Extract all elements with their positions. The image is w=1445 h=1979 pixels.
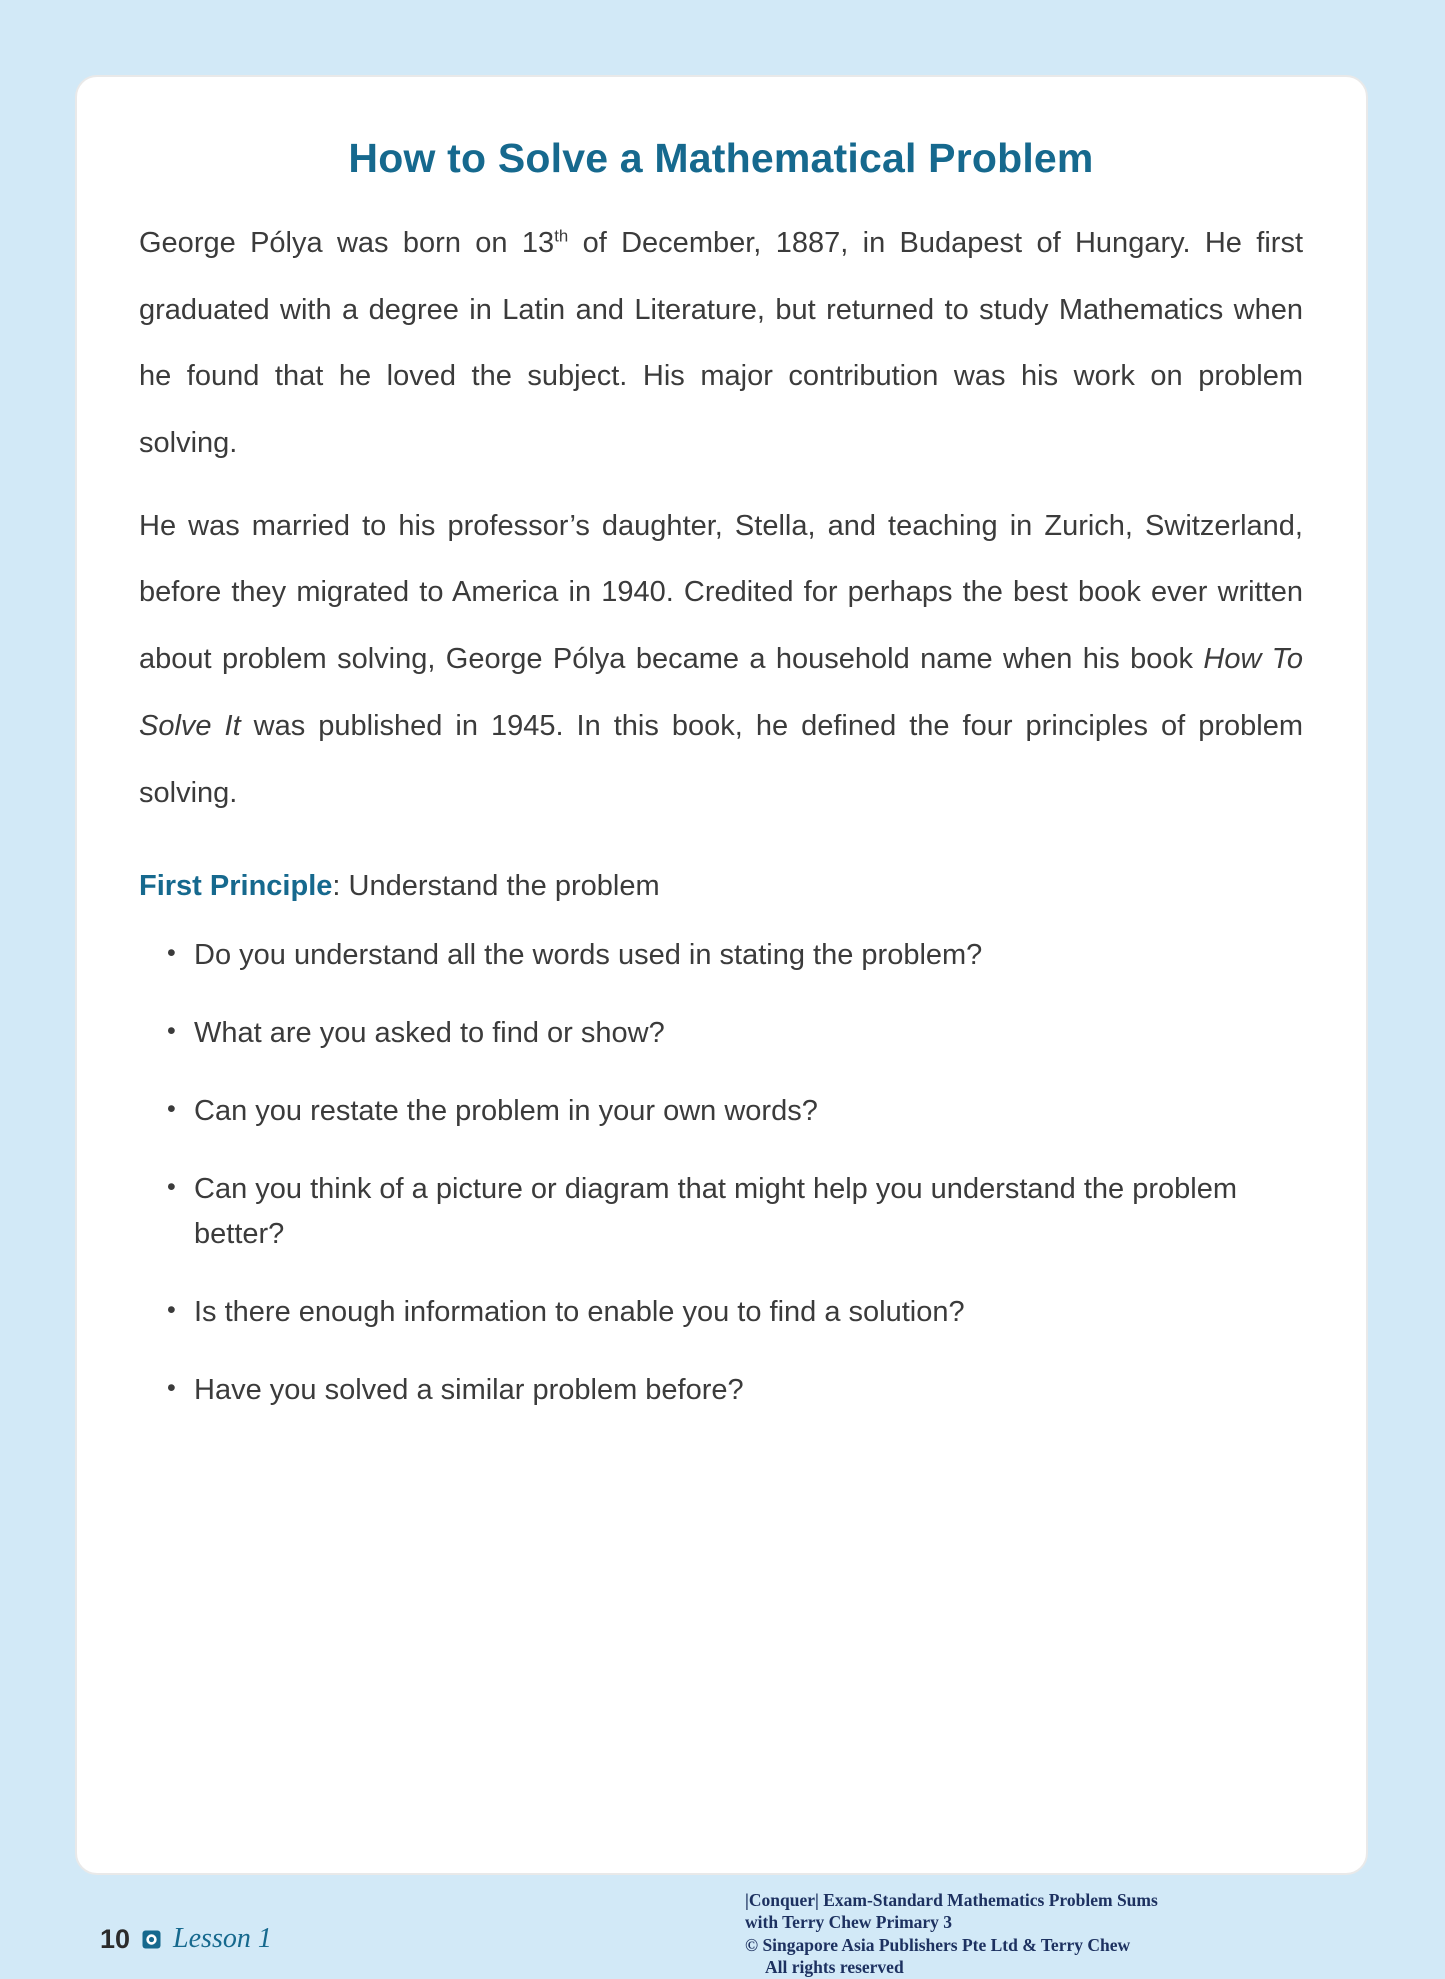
paragraph-1-text: George Pólya was born on 13 bbox=[139, 227, 555, 259]
footer-left-group bbox=[100, 1923, 272, 1955]
paragraph-biography-2 bbox=[139, 493, 1303, 826]
list-item: • Do you understand all the words used in stating the problem? bbox=[167, 933, 1303, 978]
page-title: How to Solve a Mathematical Problem bbox=[348, 135, 1094, 181]
list-item: • Is there enough information to enable you to find a solution? bbox=[167, 1290, 1303, 1335]
paragraph-1-text-continued: of December, 1887, in Budapest of Hungary. He first graduated with a degree in Latin and Literature, but returned to study Mathematics when he found that he loved the subject. His major contribution was his work on problem solving. bbox=[139, 227, 1304, 460]
copyright-block bbox=[745, 1889, 1158, 1979]
copyright-line-2: with Terry Chew Primary 3 bbox=[745, 1912, 953, 1933]
principle-question-list bbox=[139, 933, 1303, 1413]
paragraph-2-text: He was married to his professor’s daughter, Stella, and teaching in Zurich, Switzerland, before they migrated to America in 1940. Credited for perhaps the best book ever written about problem solving, George Pólya became a household name when his book bbox=[139, 509, 1303, 676]
lesson-bullet-icon bbox=[142, 1930, 161, 1949]
content-card bbox=[75, 75, 1368, 1875]
copyright-line-1: |Conquer| Exam-Standard Mathematics Problem Sums bbox=[745, 1890, 1158, 1910]
first-principle-text: : Understand the problem bbox=[332, 870, 660, 903]
list-item: • What are you asked to find or show? bbox=[167, 1011, 1303, 1056]
list-item: • Can you think of a picture or diagram that might help you understand the problem better? bbox=[167, 1167, 1303, 1257]
lesson-label: Lesson 1 bbox=[173, 1923, 272, 1954]
first-principle-label: First Principle bbox=[139, 870, 333, 903]
first-principle-heading bbox=[139, 870, 1303, 903]
page-number: 10 bbox=[100, 1923, 131, 1954]
list-item: • Have you solved a similar problem before? bbox=[167, 1368, 1303, 1413]
ordinal-superscript: th bbox=[554, 226, 569, 246]
paragraph-2-text-continued: was published in 1945. In this book, he defined the four principles of problem solving. bbox=[139, 709, 1303, 809]
list-item: • Can you restate the problem in your own words? bbox=[167, 1089, 1303, 1134]
page-footer bbox=[0, 1885, 1445, 1977]
copyright-line-3: © Singapore Asia Publishers Pte Ltd & Terry Chew bbox=[745, 1934, 1131, 1955]
book-title-italic: How To Solve It bbox=[139, 643, 1303, 742]
paragraph-biography-1 bbox=[139, 210, 1303, 477]
copyright-line-4: All rights reserved bbox=[765, 1957, 904, 1978]
